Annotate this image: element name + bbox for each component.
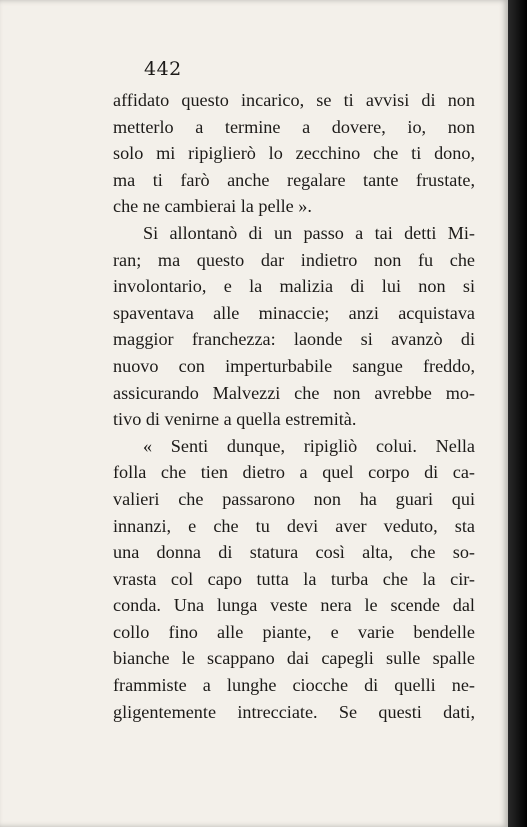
- text-line: conda. Una lunga veste nera le scende dal: [113, 595, 475, 616]
- text-line: innanzi, e che tu devi aver veduto, sta: [113, 515, 475, 536]
- text-line: maggior franchezza: laonde si avanzò di: [113, 329, 475, 350]
- text-line: gligentemente intrecciate. Se questi dati,: [113, 701, 475, 722]
- body-text: [113, 87, 475, 725]
- text-line: assicurando Malvezzi che non avrebbe mo-: [113, 382, 475, 403]
- text-line: folla che tien dietro a quel corpo di ca-: [113, 462, 475, 483]
- text-line: spaventava alle minaccie; anzi acquistava: [113, 302, 475, 323]
- text-line: « Senti dunque, ripigliò colui. Nella: [143, 435, 475, 456]
- text-line: che ne cambierai la pelle ».: [113, 196, 312, 217]
- text-line: ran; ma questo dar indietro non fu che: [113, 249, 475, 270]
- text-line: vrasta col capo tutta la turba che la cir-: [113, 568, 475, 589]
- text-line: involontario, e la malizia di lui non si: [113, 276, 475, 297]
- text-line: nuovo con imperturbabile sangue freddo,: [113, 355, 475, 376]
- text-line: collo fino alle piante, e varie bendelle: [113, 621, 475, 642]
- text-line: affidato questo incarico, se ti avvisi di non: [113, 90, 475, 110]
- page-number: 442: [144, 58, 182, 80]
- text-line: bianche le scappano dai capegli sulle spalle: [113, 648, 475, 669]
- text-line: metterlo a termine a dovere, io, non: [113, 116, 475, 137]
- text-line: solo mi ripiglierò lo zecchino che ti dono,: [113, 143, 475, 164]
- text-line: valieri che passarono non ha guari qui: [113, 488, 475, 509]
- text-line: Si allontanò di un passo a tai detti Mi-: [143, 222, 475, 243]
- book-gutter: [508, 0, 527, 827]
- text-line: ma ti farò anche regalare tante frustate,: [113, 169, 475, 190]
- text-line: una donna di statura così alta, che so-: [113, 542, 475, 563]
- text-line: tivo di venirne a quella estremità.: [113, 409, 357, 430]
- text-line: frammiste a lunghe ciocche di quelli ne-: [113, 675, 475, 696]
